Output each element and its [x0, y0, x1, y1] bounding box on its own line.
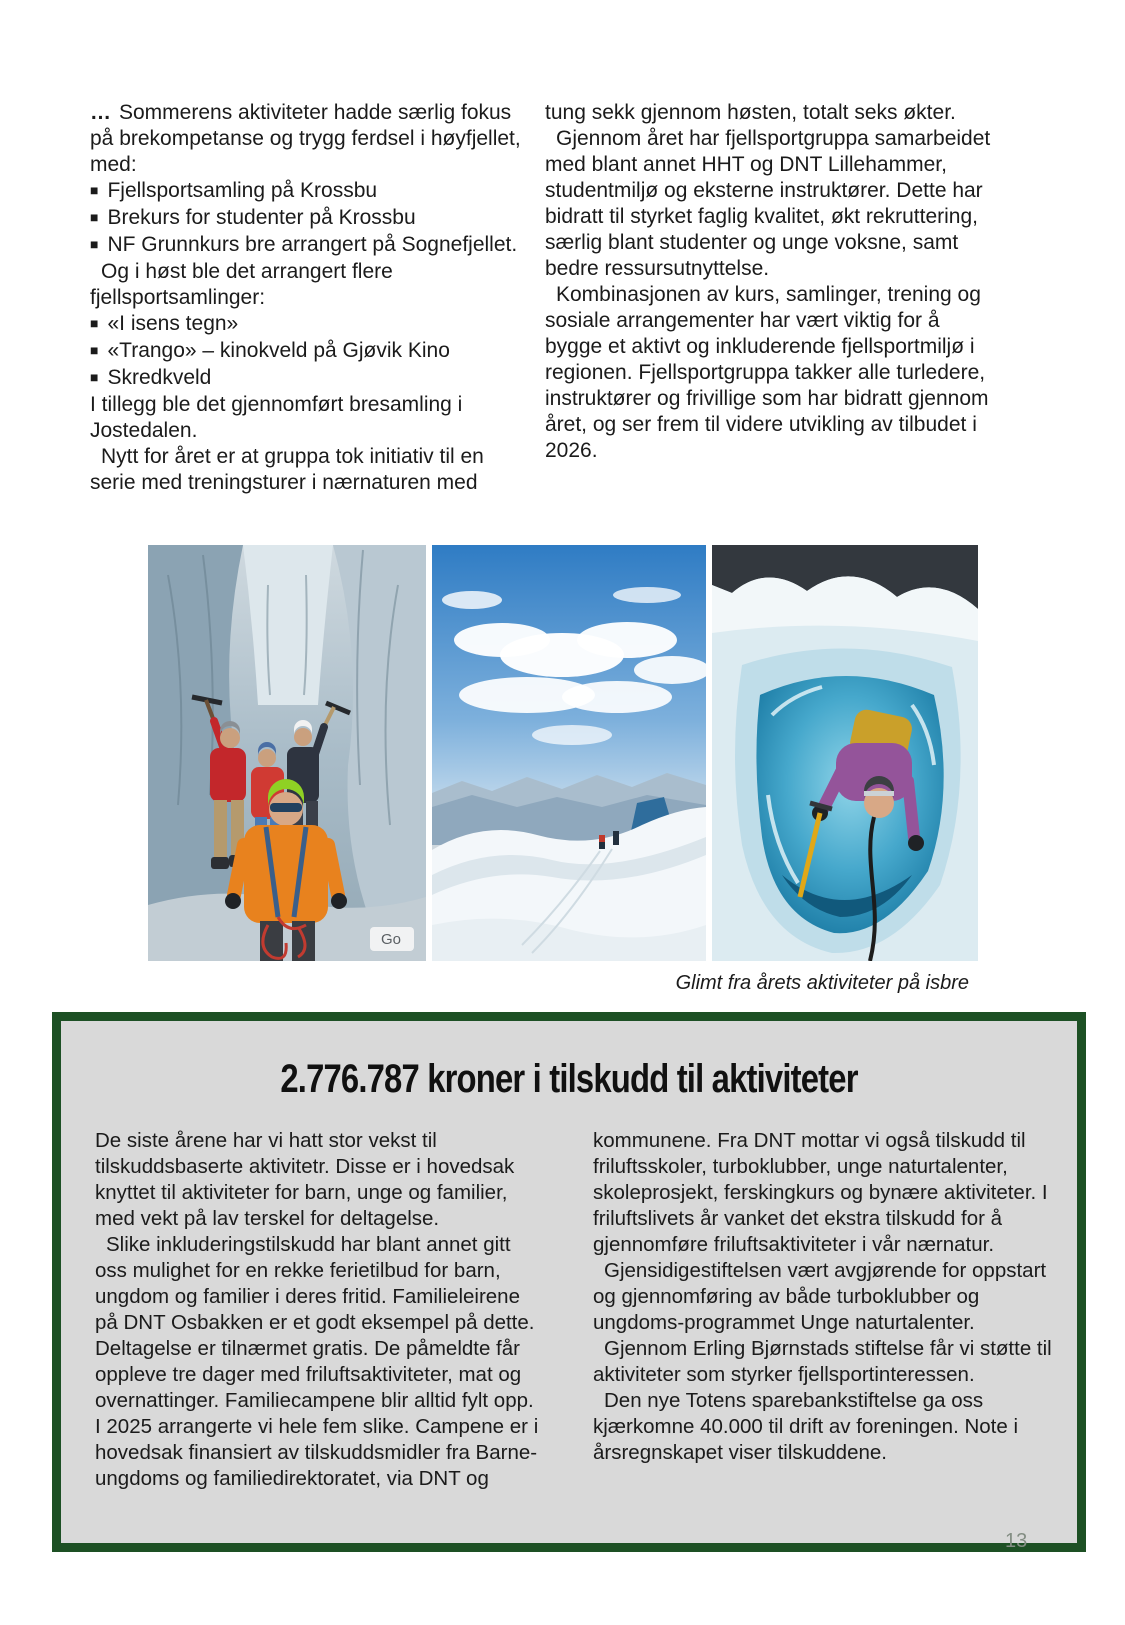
paragraph: Den nye Totens sparebankstiftelse ga oss kjærkomne 40.000 til drift av foreningen. Note i årsregnskapet viser tilskuddene.	[593, 1389, 1019, 1464]
paragraph: kommunene. Fra DNT mottar vi også tilskudd til friluftsskoler, turboklubber, unge naturtalenter, skoleprosjekt, ferskingkurs og bynære aktiviteter. I friluftslivets år vanket det ekstra tilskudd for å gjennomføre friluftsaktiviteter i vår nærnatur.	[593, 1129, 1048, 1256]
square-bullet-icon: ■	[90, 236, 99, 252]
square-bullet-icon: ■	[90, 182, 99, 198]
bullet-item: ■ NF Grunnkurs bre arrangert på Sognefjellet.	[90, 233, 518, 256]
bullet-item: ■ Brekurs for studenter på Krossbu	[90, 206, 416, 229]
summit-panorama-illustration	[432, 545, 706, 961]
paragraph: I tillegg ble det gjennomført bresamling i Jostedalen.	[90, 393, 463, 442]
square-bullet-icon: ■	[90, 369, 99, 385]
grant-highlight-box	[52, 1012, 1086, 1552]
paragraph: Gjensidigestiftelsen vært avgjørende for oppstart og gjennomføring av både turboklubber og ungdoms-programmet Unge naturtalenter.	[593, 1259, 1047, 1334]
grant-box-title: 2.776.787 kroner i tilskudd til aktiviteter	[280, 1057, 858, 1101]
photo-strip	[148, 545, 978, 961]
photo-summit-panorama	[432, 545, 706, 961]
paragraph: tung sekk gjennom høsten, totalt seks økter.	[545, 101, 956, 124]
paragraph: Kombinasjonen av kurs, samlinger, trening og sosiale arrangementer har vært viktig for å bygge et aktivt og inkluderende fjellsportmiljø i regionen. Fjellsportgruppa takker alle turledere, instruktører og frivillige som har bidratt gjennom året, og ser frem til videre utvikling av tilbudet i 2026.	[545, 283, 989, 462]
photo-caption: Glimt fra årets aktiviteter på isbre	[675, 972, 969, 994]
bullet-item: ■ Skredkveld	[90, 366, 212, 389]
ice-cave-illustration	[712, 545, 978, 961]
ellipsis-lead: …	[90, 101, 112, 124]
paragraph: Slike inkluderingstilskudd har blant annet gitt oss mulighet for en rekke ferietilbud for barn, ungdom og familier i deres fritid. Familieleirene på DNT Osbakken er et godt eksempel på dette. Deltagelse er tilnærmet gratis. De påmeldte får oppleve tre dager med friluftsaktiviteter, mat og overnattinger. Familiecampene blir alltid fylt opp. I 2025 arrangerte vi hele fem slike. Campene er i hovedsak finansiert av tilskuddsmidler fra Barne- ungdoms og familiedirektoratet, via DNT og	[95, 1233, 539, 1490]
square-bullet-icon: ■	[90, 315, 99, 331]
photo-ice-cave-climber	[712, 545, 978, 961]
paragraph: … Sommerens aktiviteter hadde særlig fokus på brekompetanse og trygg ferdsel i høyfjellet, med:	[90, 101, 521, 176]
bullet-item: ■ «I isens tegn»	[90, 312, 239, 335]
grant-column-right	[593, 1128, 1053, 1492]
bullet-item: ■ «Trango» – kinokveld på Gjøvik Kino	[90, 339, 450, 362]
paragraph: Gjennom Erling Bjørnstads stiftelse får vi støtte til aktiviteter som styrker fjellsportinteressen.	[593, 1337, 1052, 1386]
paragraph: Gjennom året har fjellsportgruppa samarbeidet med blant annet HHT og DNT Lillehammer, studentmiljø og eksterne instruktører. Dette har bidratt til styrket faglig kvalitet, økt rekruttering, særlig blant studenter og unge voksne, samt bedre ressursutnyttelse.	[545, 127, 991, 280]
grant-column-left	[95, 1128, 545, 1492]
paragraph: De siste årene har vi hatt stor vekst til tilskuddsbaserte aktivitetr. Disse er i hovedsak knyttet til aktiviteter for barn, unge og familier, med vekt på lav terskel for deltagelse.	[95, 1129, 515, 1230]
intro-column-right	[545, 100, 997, 464]
square-bullet-icon: ■	[90, 342, 99, 358]
svg-text:Go: Go	[381, 931, 402, 948]
bullet-item: ■ Fjellsportsamling på Krossbu	[90, 179, 378, 202]
photo-glacier-climbers	[148, 545, 426, 961]
photo-watermark	[370, 927, 414, 951]
paragraph: Nytt for året er at gruppa tok initiativ til en serie med treningsturer i nærnaturen med	[90, 445, 484, 494]
paragraph: Og i høst ble det arrangert flere fjellsportsamlinger:	[90, 260, 393, 309]
grant-box-columns	[95, 1128, 1077, 1492]
page-number: 13	[1005, 1530, 1028, 1552]
glacier-climbers-illustration	[148, 545, 426, 961]
intro-column-left	[90, 100, 532, 496]
square-bullet-icon: ■	[90, 209, 99, 225]
